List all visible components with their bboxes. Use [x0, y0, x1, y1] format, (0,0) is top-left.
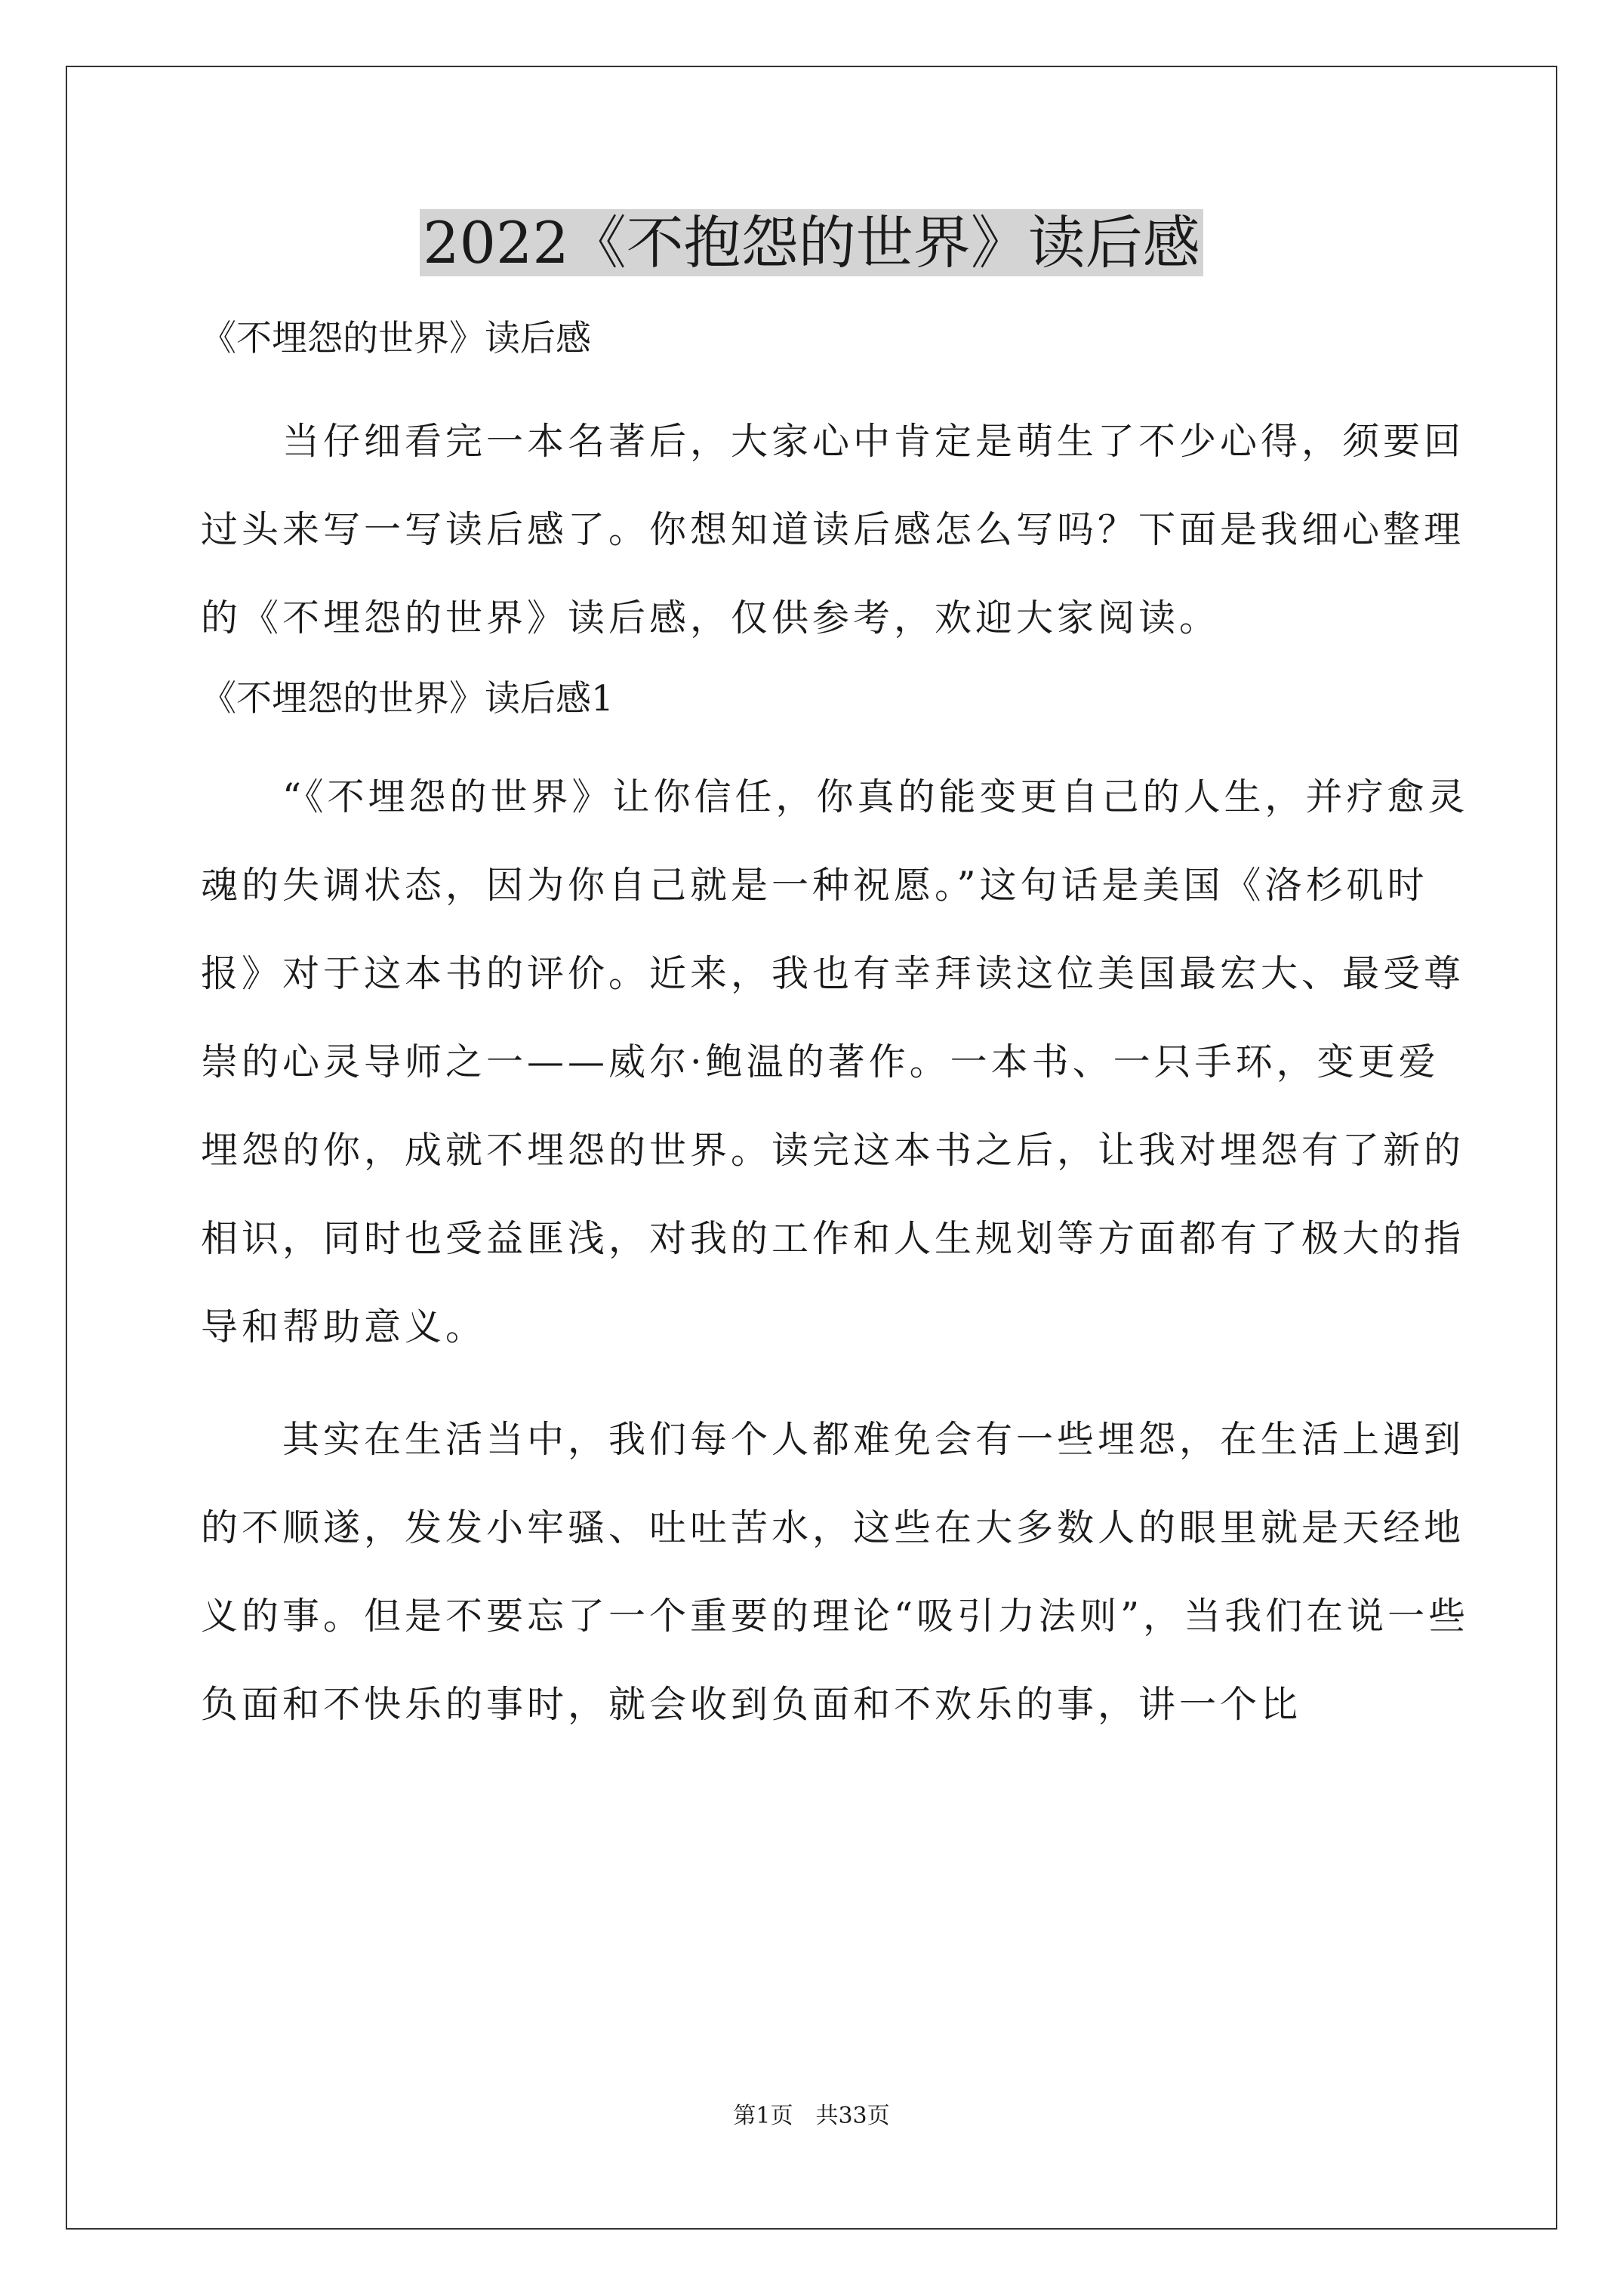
body-paragraph-2: 其实在生活当中，我们每个人都难免会有一些埋怨，在生活上遇到的不顺遂，发发小牢骚、吐吐苦水，这些在大多数人的眼里就是天经地义的事。但是不要忘了一个重要的理论“吸引力法则”，当我们在说一些负面和不快乐的事时，就会收到负面和不欢乐的事，讲一个比: [201, 1418, 1470, 1726]
body-paragraph-1: “《不埋怨的世界》让你信任，你真的能变更自己的人生，并疗愈灵魂的失调状态，因为你自己就是一种祝愿。”这句话是美国《洛杉矶时报》对于这本书的评价。近来，我也有幸拜读这位美国最宏大、最受尊崇的心灵导师之一——威尔·鲍温的著作。一本书、一只手环，变更爱埋怨的你，成就不埋怨的世界。读完这本书之后，让我对埋怨有了新的相识，同时也受益匪浅，对我的工作和人生规划等方面都有了极大的指导和帮助意义。: [201, 775, 1469, 1348]
document-title-text: 2022《不抱怨的世界》读后感: [420, 209, 1203, 276]
section-heading: 《不埋怨的世界》读后感1: [201, 678, 614, 720]
page-number: 第1页 共33页: [733, 2103, 890, 2129]
document-subtitle: 《不埋怨的世界》读后感: [201, 318, 591, 359]
document-title: [0, 205, 1623, 281]
document-body: [201, 309, 1477, 1749]
intro-paragraph: 当仔细看完一本名著后，大家心中肯定是萌生了不少心得，须要回过头来写一写读后感了。你想知道读后感怎么写吗？下面是我细心整理的《不埋怨的世界》读后感，仅供参考，欢迎大家阅读。: [201, 420, 1465, 639]
